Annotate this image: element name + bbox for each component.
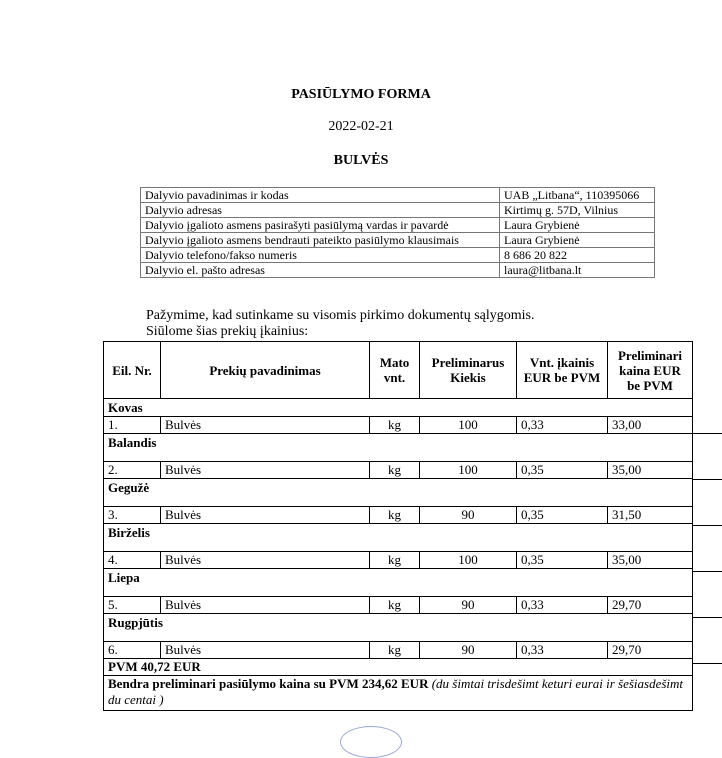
table-row [104, 417, 693, 434]
row-unit-price: 0,33 [517, 597, 608, 614]
table-row [141, 248, 655, 263]
price-table-header [104, 342, 693, 399]
table-row [141, 218, 655, 233]
row-name: Bulvės [161, 507, 370, 524]
row-qty: 90 [420, 507, 517, 524]
row-total: 29,70 [608, 597, 693, 614]
row-total: 35,00 [608, 462, 693, 479]
supplier-value: laura@litbana.lt [500, 263, 655, 278]
month-row [104, 434, 693, 452]
document-date: 2022-02-21 [328, 119, 394, 134]
header-qty: Preliminarus Kiekis [420, 342, 517, 399]
spacer-row [104, 586, 693, 597]
row-name: Bulvės [161, 642, 370, 659]
supplier-value: 8 686 20 822 [500, 248, 655, 263]
row-qty: 90 [420, 597, 517, 614]
spacer-cell [104, 586, 693, 597]
spacer-cell [104, 631, 693, 642]
row-unit: kg [370, 642, 420, 659]
spacer-cell [104, 496, 693, 507]
table-row [141, 263, 655, 278]
table-row [104, 597, 693, 614]
supplier-label: Dalyvio el. pašto adresas [141, 263, 500, 278]
offer-intro: Siūlome šias prekių įkainius: [146, 324, 309, 339]
row-unit: kg [370, 462, 420, 479]
row-no: 2. [104, 462, 161, 479]
table-row [141, 203, 655, 218]
supplier-label: Dalyvio telefono/fakso numeris [141, 248, 500, 263]
row-unit-price: 0,33 [517, 642, 608, 659]
row-qty: 90 [420, 642, 517, 659]
row-total: 33,00 [608, 417, 693, 434]
row-no: 1. [104, 417, 161, 434]
spacer-cell [104, 451, 693, 462]
month-row [104, 399, 693, 417]
row-no: 6. [104, 642, 161, 659]
month-row [104, 479, 693, 497]
month-row [104, 569, 693, 587]
row-no: 4. [104, 552, 161, 569]
total-row [104, 676, 693, 711]
stamp-mark [340, 726, 402, 758]
row-unit: kg [370, 552, 420, 569]
row-unit-price: 0,35 [517, 507, 608, 524]
month-label: Birželis [104, 524, 693, 542]
row-name: Bulvės [161, 597, 370, 614]
row-divider [692, 433, 722, 434]
vat-row [104, 659, 693, 676]
row-divider [692, 479, 722, 480]
header-unit: Mato vnt. [370, 342, 420, 399]
header-name: Prekių pavadinimas [161, 342, 370, 399]
header-no: Eil. Nr. [104, 342, 161, 399]
row-name: Bulvės [161, 462, 370, 479]
supplier-value: Laura Grybienė [500, 233, 655, 248]
table-row [141, 188, 655, 203]
month-label: Balandis [104, 434, 693, 452]
row-divider [692, 617, 722, 618]
row-qty: 100 [420, 462, 517, 479]
supplier-value: Kirtimų g. 57D, Vilnius [500, 203, 655, 218]
total-price-words: (du šimtai trisdešimt keturi eurai ir šešiasdešimt du centai ) [108, 676, 684, 707]
supplier-value: UAB „Litbana“, 110395066 [500, 188, 655, 203]
row-no: 5. [104, 597, 161, 614]
row-unit: kg [370, 417, 420, 434]
month-label: Liepa [104, 569, 693, 587]
price-table [103, 341, 693, 711]
row-unit-price: 0,33 [517, 417, 608, 434]
row-unit-price: 0,35 [517, 462, 608, 479]
table-row [104, 642, 693, 659]
supplier-label: Dalyvio adresas [141, 203, 500, 218]
row-qty: 100 [420, 552, 517, 569]
vat-amount: PVM 40,72 EUR [104, 659, 693, 676]
spacer-row [104, 631, 693, 642]
row-unit: kg [370, 507, 420, 524]
row-unit: kg [370, 597, 420, 614]
row-name: Bulvės [161, 417, 370, 434]
row-name: Bulvės [161, 552, 370, 569]
supplier-label: Dalyvio įgalioto asmens bendrauti pateikto pasiūlymo klausimais [141, 233, 500, 248]
month-row [104, 524, 693, 542]
header-unit-price: Vnt. įkainis EUR be PVM [517, 342, 608, 399]
spacer-row [104, 541, 693, 552]
table-row [104, 507, 693, 524]
agreement-statement: Pažymime, kad sutinkame su visomis pirkimo dokumentų sąlygomis. [146, 308, 535, 323]
spacer-row [104, 496, 693, 507]
page-title: PASIŪLYMO FORMA [291, 87, 431, 102]
month-label: Rugpjūtis [104, 614, 693, 632]
supplier-value: Laura Grybienė [500, 218, 655, 233]
spacer-cell [104, 541, 693, 552]
row-divider [692, 525, 722, 526]
month-row [104, 614, 693, 632]
document-subject: BULVĖS [333, 153, 389, 168]
row-total: 35,00 [608, 552, 693, 569]
table-row [104, 462, 693, 479]
table-row [141, 233, 655, 248]
row-unit-price: 0,35 [517, 552, 608, 569]
supplier-label: Dalyvio įgalioto asmens pasirašyti pasiūlymą vardas ir pavardė [141, 218, 500, 233]
table-row [104, 552, 693, 569]
total-price: Bendra preliminari pasiūlymo kaina su PVM 234,62 EUR [108, 676, 429, 691]
row-total: 29,70 [608, 642, 693, 659]
month-label: Kovas [104, 399, 693, 417]
row-divider [692, 571, 722, 572]
row-qty: 100 [420, 417, 517, 434]
supplier-label: Dalyvio pavadinimas ir kodas [141, 188, 500, 203]
spacer-row [104, 451, 693, 462]
total-cell [104, 676, 693, 711]
month-label: Gegužė [104, 479, 693, 497]
row-no: 3. [104, 507, 161, 524]
row-divider [692, 663, 722, 664]
supplier-info-table [140, 187, 655, 278]
row-total: 31,50 [608, 507, 693, 524]
header-total: Preliminari kaina EUR be PVM [608, 342, 693, 399]
